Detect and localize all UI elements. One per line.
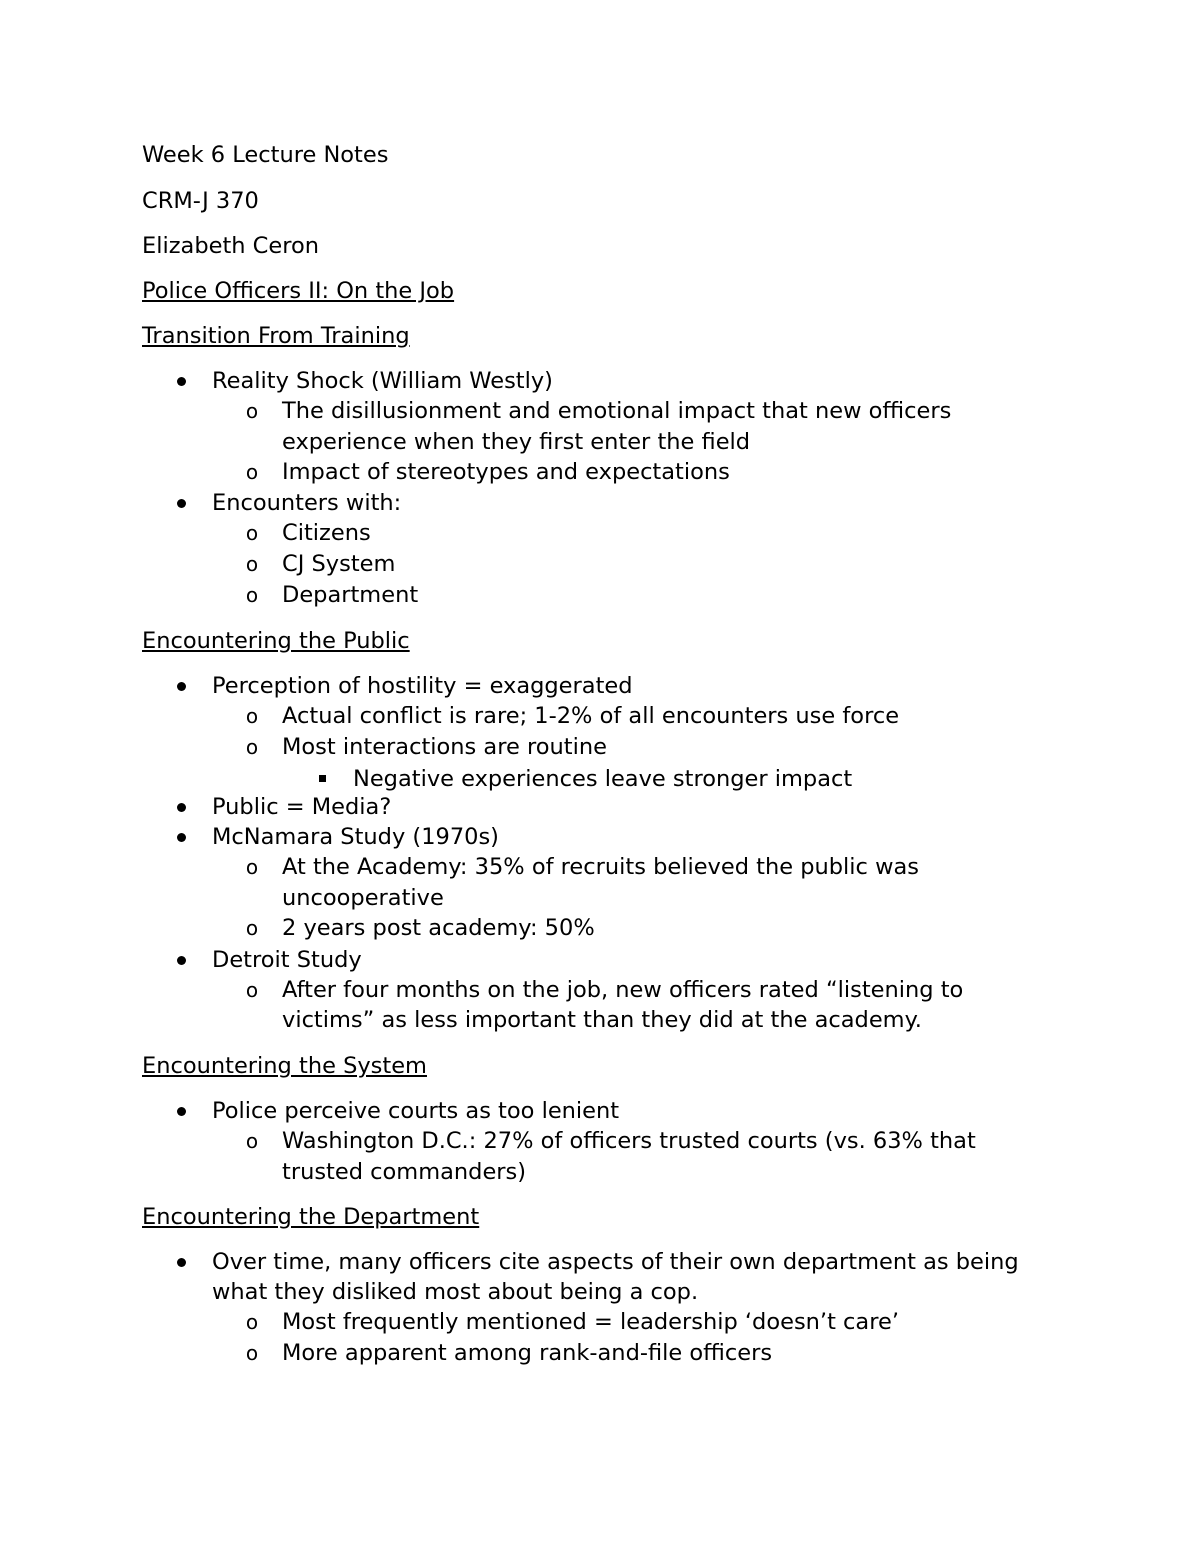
section-heading: Transition From Training [142, 323, 410, 349]
bullet-circle-icon: o [245, 1341, 259, 1365]
bullet-circle-icon: o [245, 704, 259, 728]
bullet-circle-icon: o [245, 552, 259, 576]
bullet-circle-icon: o [245, 978, 259, 1002]
bullet-circle-icon: o [245, 735, 259, 759]
list-item-continuation: trusted commanders) [282, 1159, 527, 1185]
section-heading: Encountering the System [142, 1053, 427, 1079]
bullet-circle-icon: o [245, 916, 259, 940]
main-heading: Police Officers II: On the Job [142, 278, 455, 304]
list-item-continuation: what they disliked most about being a cop. [212, 1279, 699, 1305]
bullet-circle-icon: o [245, 399, 259, 423]
bullet-circle-icon: o [245, 855, 259, 879]
bullet-circle-icon: o [245, 1310, 259, 1334]
bullet-circle-icon: o [245, 583, 259, 607]
course-code: CRM-J 370 [142, 188, 259, 214]
list-item-continuation: victims” as less important than they did at the academy. [282, 1007, 922, 1033]
bullet-circle-icon: o [245, 521, 259, 545]
author-name: Elizabeth Ceron [142, 233, 320, 259]
document-title: Week 6 Lecture Notes [142, 142, 389, 168]
list-item-continuation: experience when they first enter the field [282, 429, 751, 455]
section-heading: Encountering the Public [142, 628, 410, 654]
list-item-continuation: uncooperative [282, 885, 444, 911]
bullet-circle-icon: o [245, 460, 259, 484]
bullet-circle-icon: o [245, 1129, 259, 1153]
section-heading: Encountering the Department [142, 1204, 480, 1230]
